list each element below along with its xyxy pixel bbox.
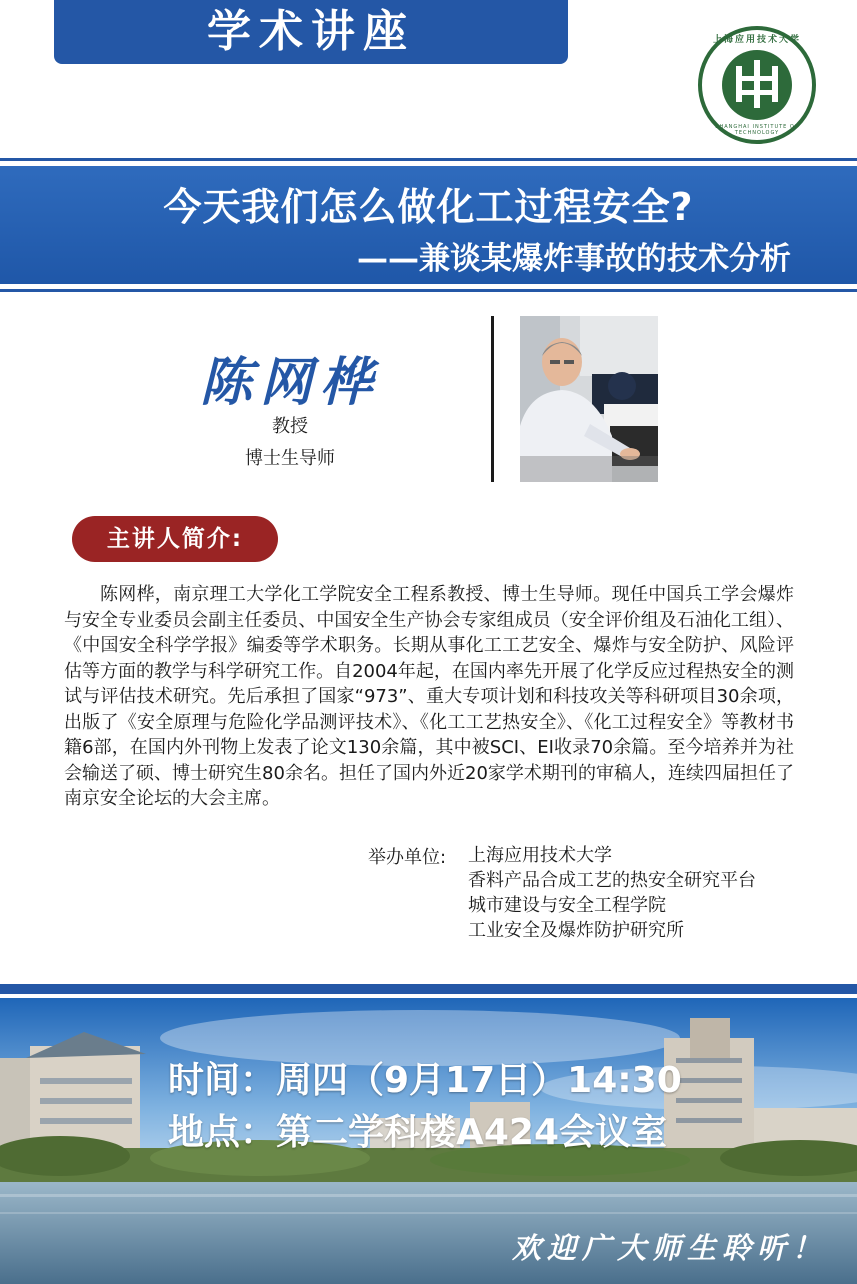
talk-title: 今天我们怎么做化工过程安全? [163, 185, 694, 229]
header-title: 学术讲座 [207, 6, 415, 57]
organizer-item: 香料产品合成工艺的热安全研究平台 [468, 870, 756, 891]
welcome-slogan: 欢迎广大师生聆听！ [511, 1231, 827, 1265]
event-place: 地点：第二学科楼A424会议室 [168, 1112, 668, 1153]
intro-label: 主讲人简介: [106, 526, 244, 552]
organizers-list [468, 843, 756, 943]
band-line-top [0, 158, 857, 161]
organizer-item: 工业安全及爆炸防护研究所 [468, 920, 684, 941]
speaker-role: 博士生导师 [245, 448, 335, 469]
logo-emblem-icon [722, 50, 792, 120]
bottom-divider [0, 984, 857, 994]
event-time: 时间：周四（9月17日）14:30 [168, 1060, 682, 1101]
speaker-bio: 陈网桦，南京理工大学化工学院安全工程系教授、博士生导师。现任中国兵工学会爆炸与安全专业委员会副主任委员、中国安全生产协会专家组成员（安全评价组及石油化工组）、《中国安全科学学报》编委等学术职务。长期从事化工工艺安全、爆炸与安全防护、风险评估等方面的教学与科学研究工作。自2004年起，在国内率先开展了化学反应过程热安全的测试与评估技术研究。先后承担了国家“973”、重大专项计划和科技攻关等科研项目30余项，出版了《安全原理与危险化学品测评技术》、《化工工艺热安全》、《化工过程安全》等教材书籍6部，在国内外刊物上发表了论文130余篇，其中被SCI、EI收录70余篇。至今培养并为社会输送了硕、博士研究生80余名。担任了国内外近20家学术期刊的审稿人，连续四届担任了南京安全论坛的大会主席。 [64, 584, 794, 809]
talk-subtitle: ——兼谈某爆炸事故的技术分析 [357, 241, 791, 277]
logo-text-bottom: SHANGHAI INSTITUTE OF TECHNOLOGY [715, 124, 799, 136]
organizer-item: 上海应用技术大学 [468, 845, 612, 866]
logo-emblem [722, 50, 792, 120]
band-line-bottom [0, 289, 857, 292]
speaker-photo [520, 316, 658, 482]
speaker-name: 陈网桦 [199, 352, 380, 413]
vertical-divider [491, 316, 494, 482]
speaker-title: 教授 [272, 416, 308, 437]
logo-text-top: 上海应用技术大学 [712, 35, 801, 45]
organizer-item: 城市建设与安全工程学院 [468, 895, 666, 916]
organizers-label: 举办单位: [368, 847, 447, 868]
